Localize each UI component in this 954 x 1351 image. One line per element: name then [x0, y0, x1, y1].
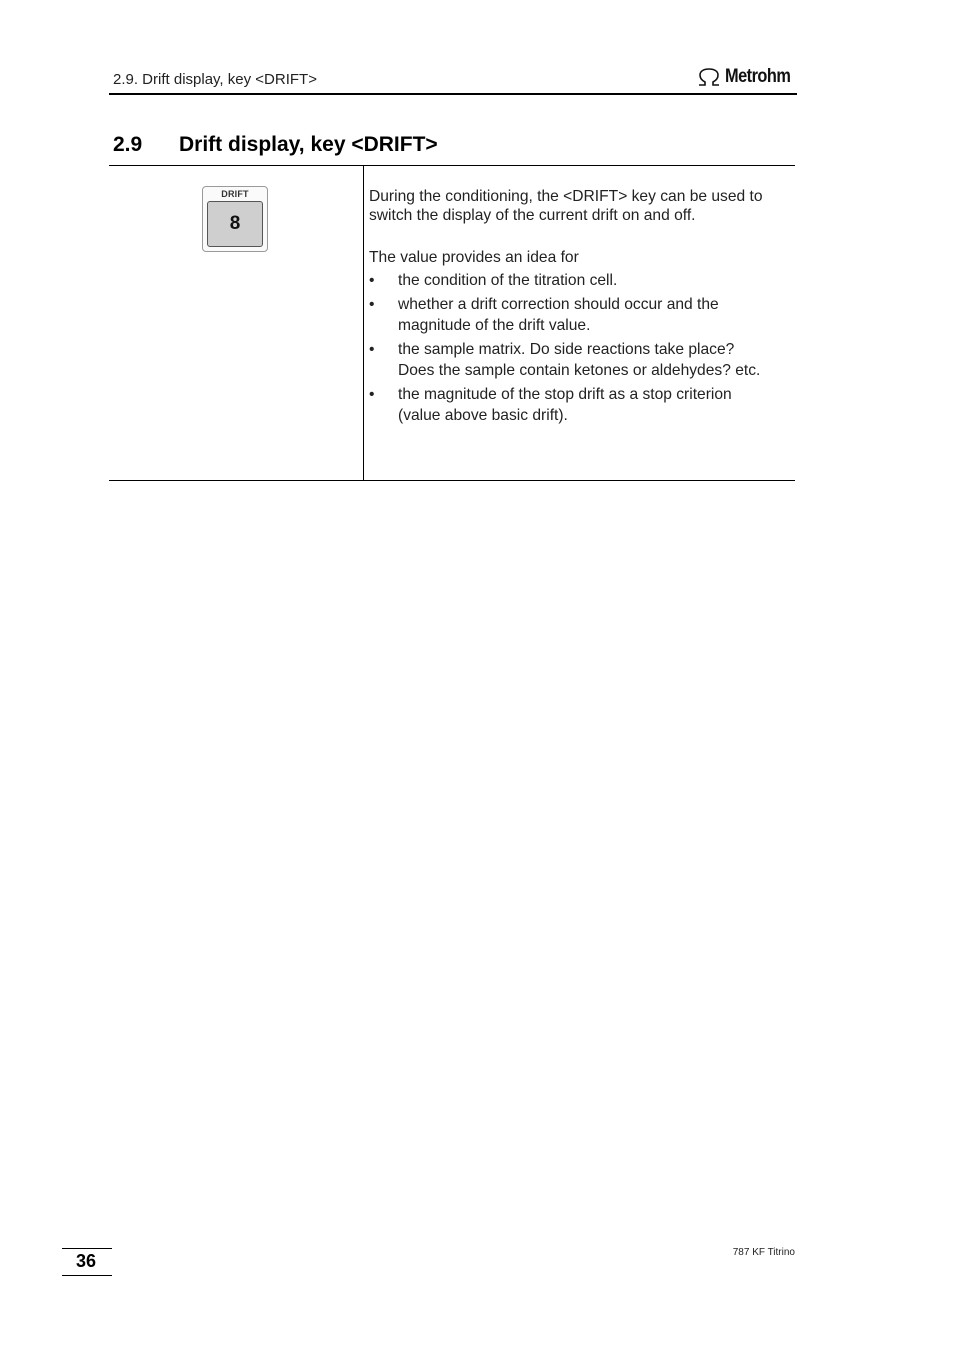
page-number-top-rule: [62, 1248, 112, 1249]
list-item-text: the condition of the titration cell.: [398, 272, 618, 289]
page-number-bottom-rule: [62, 1275, 112, 1276]
bullet-icon: •: [369, 386, 375, 403]
section-heading-text: Drift display, key <DRIFT>: [179, 133, 438, 156]
list-item: [369, 270, 774, 291]
list-item-text: the sample matrix. Do side reactions take place? Does the sample contain ketones or aldehydes? etc.: [398, 341, 761, 379]
page-number: 36: [76, 1251, 97, 1271]
list-item: [369, 294, 774, 336]
footer-product-name: 787 KF Titrino: [732, 1247, 795, 1258]
table-bottom-rule: [109, 480, 795, 481]
logo-wordmark: Metrohm: [725, 66, 791, 87]
header-rule: [109, 93, 797, 95]
table-column-divider: [363, 165, 364, 481]
metrohm-logo: [696, 66, 801, 88]
omega-icon: [696, 67, 722, 87]
list-lead-text: The value provides an idea for: [369, 249, 579, 266]
bullet-icon: •: [369, 272, 375, 289]
bullet-list: [369, 270, 774, 426]
bullet-icon: •: [369, 296, 375, 313]
section-title: [113, 133, 438, 157]
description-text: [369, 187, 774, 429]
table-top-rule: [109, 165, 795, 166]
intro-paragraph: During the conditioning, the <DRIFT> key can be used to switch the display of the current drift on and off.: [369, 188, 763, 224]
drift-key-label: DRIFT: [221, 189, 249, 199]
list-item: [369, 339, 774, 381]
running-header: 2.9. Drift display, key <DRIFT>: [113, 71, 317, 88]
section-number: 2.9: [113, 133, 143, 156]
list-item-text: the magnitude of the stop drift as a stop criterion (value above basic drift).: [398, 386, 732, 424]
drift-key-cap: 8: [207, 201, 263, 247]
drift-key-illustration: [202, 186, 268, 252]
list-item: [369, 384, 774, 426]
bullet-icon: •: [369, 341, 375, 358]
list-item-text: whether a drift correction should occur and the magnitude of the drift value.: [398, 296, 719, 334]
